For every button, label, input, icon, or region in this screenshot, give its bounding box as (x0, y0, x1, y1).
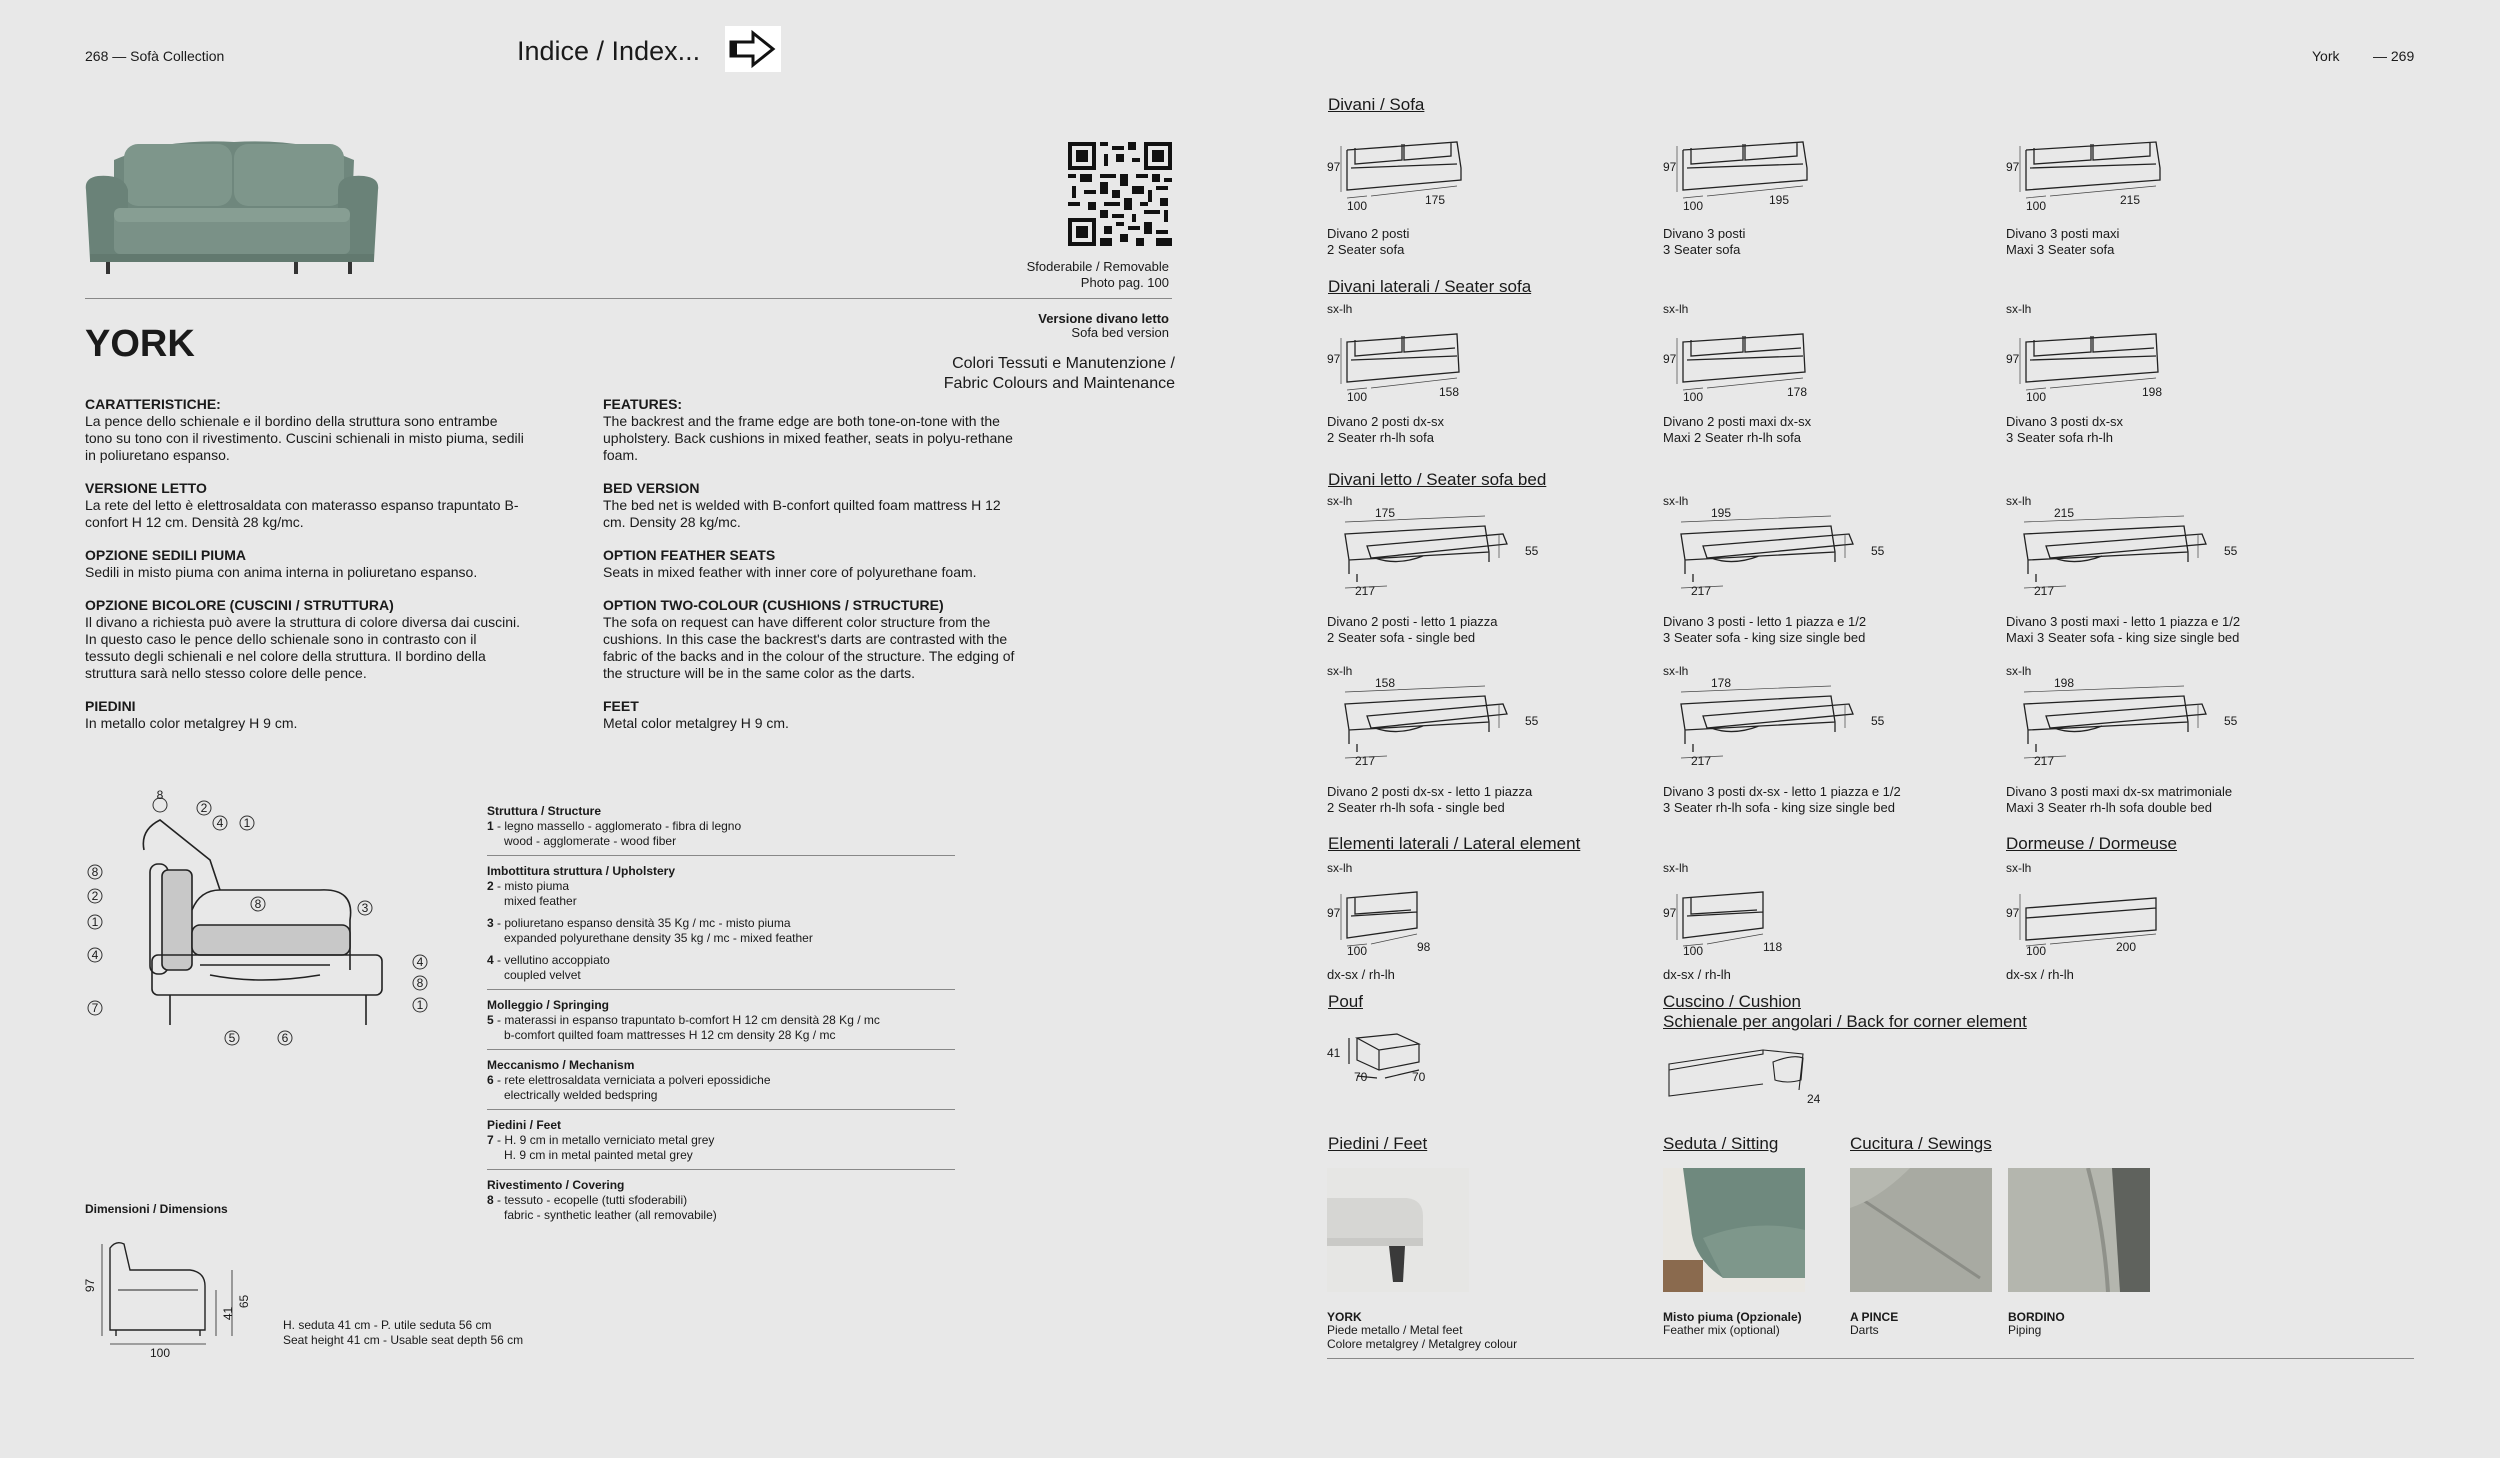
lateral-drawing (2006, 312, 2206, 402)
feature-text: La rete del letto è elettrosaldata con materasso espanso trapuntato B-confort H 12 cm. Densità 28 kg/mc. (85, 497, 519, 530)
item-text-en: coupled velvet (504, 968, 581, 982)
diagram-label: 5 (228, 1031, 236, 1045)
item-number: 6 (487, 1073, 494, 1087)
lateral-label-en: 3 Seater sofa rh-lh (2006, 430, 2113, 445)
diagram-label: 4 (216, 816, 224, 830)
element-label: dx-sx / rh-lh (1327, 967, 1395, 982)
bed-height: 55 (1525, 544, 1539, 558)
item-text-en: wood - agglomerate - wood fiber (504, 834, 677, 848)
dim-seat: 41 (221, 1306, 236, 1321)
lateral-tag: sx-lh (1327, 302, 1353, 316)
item-text: - H. 9 cm in metallo verniciato metal grey (493, 1133, 715, 1147)
element-tag: sx-lh (1663, 861, 1689, 875)
lateral-label-en: Maxi 2 Seater rh-lh sofa (1663, 430, 1802, 445)
item-number: 3 (487, 916, 494, 930)
swatch-line2: Colore metalgrey / Metalgrey colour (1327, 1337, 1518, 1351)
bed-height: 55 (2224, 714, 2238, 728)
feature-text: Sedili in misto piuma con anima interna in poliuretano espanso. (85, 564, 478, 580)
diagram-label: 8 (416, 976, 424, 990)
bed-width: 215 (2054, 506, 2075, 520)
item-text: - rete elettrosaldata verniciata a polveri epossidiche (493, 1073, 771, 1087)
item-text: - legno massello - agglomerato - fibra di legno (493, 819, 742, 833)
pouf-height: 41 (1327, 1046, 1341, 1060)
bed-length: 217 (2034, 584, 2055, 598)
swatch-line1: Piping (2008, 1323, 2042, 1337)
dimensions-drawing (80, 1230, 260, 1360)
bed-tag: sx-lh (1663, 494, 1689, 508)
feature-text: The bed net is welded with B-confort quilted foam mattress H 12 cm. Density 28 kg/mc. (603, 497, 1001, 530)
features-english (603, 396, 1015, 732)
feature-heading: OPTION FEATHER SEATS (603, 547, 776, 563)
lateral-depth: 100 (1683, 390, 1704, 404)
feature-heading: OPTION TWO-COLOUR (CUSHIONS / STRUCTURE) (603, 597, 944, 613)
element-depth: 100 (1683, 944, 1704, 958)
bed-version-en: Sofa bed version (1071, 325, 1169, 340)
element-height: 97 (1663, 906, 1677, 920)
bed-label-en: 3 Seater rh-lh sofa - king size single bed (1663, 800, 1895, 815)
feature-heading: FEATURES: (603, 396, 683, 412)
feature-text: The backrest and the frame edge are both tone-on-tone with the upholstery. Back cushions in mixed feather, seats in polyu-rethane foam. (603, 413, 1013, 463)
diagram-label: 8 (156, 788, 164, 802)
item-text-en: b-comfort quilted foam mattresses H 12 cm density 28 Kg / mc (504, 1028, 836, 1042)
removable-note: Sfoderabile / Removable (1026, 259, 1169, 274)
bed-height: 55 (1871, 714, 1885, 728)
sofa-width: 175 (1425, 193, 1446, 207)
item-number: 2 (487, 879, 494, 893)
lateral-height: 97 (1327, 352, 1341, 366)
structure-group (487, 998, 955, 1050)
lateral-height: 97 (2006, 352, 2020, 366)
diagram-label: 1 (416, 998, 424, 1012)
swatch-title: A PINCE (1850, 1310, 1899, 1324)
sofa-label-en: Maxi 3 Seater sofa (2006, 242, 2115, 257)
section-cushion: Cuscino / Cushion (1663, 992, 1801, 1011)
bed-label-it: Divano 2 posti - letto 1 piazza (1327, 614, 1498, 629)
qr-code[interactable] (1068, 142, 1172, 246)
lateral-drawing (1663, 312, 1863, 402)
feature-heading: BED VERSION (603, 480, 700, 496)
diagram-label: 6 (281, 1031, 289, 1045)
sofa-photo (84, 130, 380, 278)
element-label: dx-sx / rh-lh (1663, 967, 1731, 982)
section-sofa: Divani / Sofa (1328, 95, 1425, 114)
section-bed: Divani letto / Seater sofa bed (1328, 470, 1547, 489)
feature-heading: CARATTERISTICHE: (85, 396, 221, 412)
product-divider (85, 298, 1172, 299)
feature-text: The sofa on request can have different color structure from the cushions. In this case the backrest's darts are contrasted with the fabric of the backs and in the colour of the structure. The edging of the structure will be in the same color as the darts. (603, 614, 1015, 681)
pouf-depth: 70 (1354, 1070, 1368, 1084)
bed-length: 217 (1355, 754, 1376, 768)
feature-text: Seats in mixed feather with inner core of polyurethane foam. (603, 564, 977, 580)
swatch-line1: Piede metallo / Metal feet (1327, 1323, 1463, 1337)
feature-text: Metal color metalgrey H 9 cm. (603, 715, 789, 731)
page-number-right: — 269 (2373, 48, 2415, 64)
element-height: 97 (1327, 906, 1341, 920)
swatch-line1: Darts (1850, 1323, 1879, 1337)
bed-label-it: Divano 2 posti dx-sx - letto 1 piazza (1327, 784, 1533, 799)
diagram-label: 1 (91, 915, 99, 929)
lateral-drawing (1327, 312, 1527, 402)
dim-note-it: H. seduta 41 cm - P. utile seduta 56 cm (283, 1318, 492, 1332)
diagram-label: 8 (254, 897, 262, 911)
cushion-drawing (1663, 1040, 1823, 1110)
sofa-depth: 100 (2026, 199, 2047, 213)
diagram-label: 7 (91, 1001, 99, 1015)
sofa-label-en: 3 Seater sofa (1663, 242, 1741, 257)
bed-tag: sx-lh (2006, 664, 2032, 678)
item-text: - misto piuma (493, 879, 570, 893)
dim-depth: 100 (150, 1346, 171, 1360)
feature-heading: OPZIONE SEDILI PIUMA (85, 547, 247, 563)
photo-page-note: Photo pag. 100 (1080, 275, 1169, 290)
page-number-left: 268 — Sofà Collection (85, 48, 225, 64)
structure-title: Struttura / Structure (487, 804, 602, 818)
element-depth: 100 (2026, 944, 2047, 958)
lateral-tag: sx-lh (2006, 302, 2032, 316)
structure-group (487, 1178, 955, 1223)
bed-tag: sx-lh (1327, 664, 1353, 678)
swatch-title: Misto piuma (Opzionale) (1663, 1310, 1802, 1324)
section-lateral: Divani laterali / Seater sofa (1328, 277, 1532, 296)
cushion-width: 24 (1807, 1092, 1821, 1106)
bed-width: 175 (1375, 506, 1396, 520)
feature-text: In metallo color metalgrey H 9 cm. (85, 715, 298, 731)
sofa-label-it: Divano 2 posti (1327, 226, 1410, 241)
feature-text: La pence dello schienale e il bordino della struttura sono entrambe tono su tono con il rivestimento. Cuscini schienali in misto piuma, sedili in poliuretano espanso. (85, 413, 524, 463)
structure-title: Rivestimento / Covering (487, 1178, 625, 1192)
diagram-label: 8 (91, 865, 99, 879)
sofa-depth: 100 (1347, 199, 1368, 213)
bed-label-en: 3 Seater sofa - king size single bed (1663, 630, 1866, 645)
feature-heading: FEET (603, 698, 639, 714)
feature-text: Il divano a richiesta può avere la struttura di colore diversa dai cuscini. In questo caso le pence dello schienale sono in contrasto con il tessuto degli schienali e nel colore della struttura. Il bordino della struttura sarà nello stesso colore delle pence. (85, 614, 520, 681)
section-elements: Elementi laterali / Lateral element (1328, 834, 1581, 853)
sofa-height: 97 (2006, 160, 2020, 174)
element-width: 98 (1417, 940, 1431, 954)
structure-title: Molleggio / Springing (487, 998, 609, 1012)
product-name: YORK (85, 323, 195, 365)
diagram-label: 2 (200, 801, 208, 815)
item-number: 8 (487, 1193, 494, 1207)
structure-title: Piedini / Feet (487, 1118, 562, 1132)
bed-label-en: 2 Seater sofa - single bed (1327, 630, 1476, 645)
fabric-colours-line2: Fabric Colours and Maintenance (943, 375, 1175, 392)
seat-sample-drawing (1663, 1168, 1805, 1292)
section-dormeuse: Dormeuse / Dormeuse (2006, 834, 2178, 853)
dim-arm: 65 (237, 1294, 252, 1309)
element-tag: sx-lh (1327, 861, 1353, 875)
section-sitting: Seduta / Sitting (1663, 1134, 1779, 1153)
diagram-label: 3 (361, 901, 369, 915)
fabric-colours-line1: Colori Tessuti e Manutenzione / (952, 355, 1175, 372)
swatch-3[interactable] (1850, 1168, 1992, 1292)
bed-width: 158 (1375, 676, 1396, 690)
sofa-label-it: Divano 3 posti (1663, 226, 1746, 241)
bed-length: 217 (1355, 584, 1376, 598)
bed-tag: sx-lh (1663, 664, 1689, 678)
index-title[interactable]: Indice / Index... (517, 36, 701, 66)
bed-tag: sx-lh (2006, 494, 2032, 508)
element-width: 118 (1763, 940, 1783, 954)
lateral-depth: 100 (2026, 390, 2047, 404)
element-width: 200 (2116, 940, 2137, 954)
diagram-label: 1 (243, 816, 251, 830)
bed-width: 178 (1711, 676, 1732, 690)
fabric-colours-link[interactable] (944, 354, 1175, 394)
item-number: 4 (487, 953, 494, 967)
sofa-label-it: Divano 3 posti maxi (2006, 226, 2120, 241)
lateral-label-it: Divano 3 posti dx-sx (2006, 414, 2124, 429)
item-text: - materassi in espanso trapuntato b-comfort H 12 cm densità 28 Kg / mc (493, 1013, 880, 1027)
feature-heading: OPZIONE BICOLORE (CUSCINI / STRUTTURA) (85, 597, 394, 613)
structure-group (487, 1118, 955, 1170)
feet-sample-drawing (1327, 1168, 1469, 1292)
lateral-label-en: 2 Seater rh-lh sofa (1327, 430, 1434, 445)
dim-note-en: Seat height 41 cm - Usable seat depth 56 cm (283, 1333, 524, 1347)
item-text: - tessuto - ecopelle (tutti sfoderabili) (493, 1193, 688, 1207)
pouf-width: 70 (1412, 1070, 1426, 1084)
bed-height: 55 (1871, 544, 1885, 558)
lateral-width: 178 (1787, 385, 1808, 399)
item-number: 7 (487, 1133, 494, 1147)
bed-tag: sx-lh (1327, 494, 1353, 508)
piping-sample-drawing (2008, 1168, 2150, 1292)
bed-label-it: Divano 3 posti maxi dx-sx matrimoniale (2006, 784, 2233, 799)
section-feet: Piedini / Feet (1328, 1134, 1428, 1153)
sofa-label-en: 2 Seater sofa (1327, 242, 1405, 257)
element-tag: sx-lh (2006, 861, 2032, 875)
structure-title: Meccanismo / Mechanism (487, 1058, 635, 1072)
item-text: - poliuretano espanso densità 35 Kg / mc - misto piuma (493, 916, 791, 930)
sofa-width: 195 (1769, 193, 1790, 207)
bed-length: 217 (1691, 584, 1712, 598)
bed-height: 55 (1525, 714, 1539, 728)
bed-length: 217 (1691, 754, 1712, 768)
item-number: 1 (487, 819, 494, 833)
section-pouf: Pouf (1328, 992, 1363, 1011)
bed-width: 198 (2054, 676, 2075, 690)
dimensions-title: Dimensioni / Dimensions (85, 1202, 228, 1216)
bed-label-en: Maxi 3 Seater sofa - king size single bed (2006, 630, 2240, 645)
swatch-1[interactable] (1327, 1168, 1469, 1292)
structure-title: Imbottitura struttura / Upholstery (487, 864, 676, 878)
item-text-en: expanded polyurethane density 35 kg / mc - mixed feather (504, 931, 813, 945)
item-text-en: electrically welded bedspring (504, 1088, 658, 1102)
darts-sample-drawing (1850, 1168, 1992, 1292)
sofa-height: 97 (1327, 160, 1341, 174)
bed-length: 217 (2034, 754, 2055, 768)
element-height: 97 (2006, 906, 2020, 920)
structure-list (487, 804, 955, 1223)
features-italian (85, 396, 525, 732)
structure-diagram (80, 790, 440, 1050)
swatch-4[interactable] (2008, 1168, 2150, 1292)
structure-group (487, 804, 955, 856)
item-text: - vellutino accoppiato (493, 953, 610, 967)
feature-heading: VERSIONE LETTO (85, 480, 207, 496)
lateral-height: 97 (1663, 352, 1677, 366)
bed-height: 55 (2224, 544, 2238, 558)
item-text-en: fabric - synthetic leather (all removabile) (504, 1208, 717, 1222)
page-name-right: York (2312, 48, 2340, 64)
item-text-en: H. 9 cm in metal painted metal grey (504, 1148, 693, 1162)
bed-label-en: Maxi 3 Seater rh-lh sofa double bed (2006, 800, 2212, 815)
sofa-depth: 100 (1683, 199, 1704, 213)
bed-label-it: Divano 3 posti dx-sx - letto 1 piazza e 1/2 (1663, 784, 1901, 799)
section-back-corner: Schienale per angolari / Back for corner element (1663, 1012, 2027, 1031)
bed-width: 195 (1711, 506, 1732, 520)
swatch-line1: Feather mix (optional) (1663, 1323, 1780, 1337)
bed-label-it: Divano 3 posti maxi - letto 1 piazza e 1/2 (2006, 614, 2241, 629)
arrow-right-icon[interactable] (725, 26, 781, 72)
item-text-en: mixed feather (504, 894, 577, 908)
swatch-2[interactable] (1663, 1168, 1805, 1292)
element-depth: 100 (1347, 944, 1368, 958)
pouf-drawing (1327, 1024, 1447, 1094)
sofa-width: 215 (2120, 193, 2141, 207)
diagram-label: 4 (91, 948, 99, 962)
bed-label-en: 2 Seater rh-lh sofa - single bed (1327, 800, 1505, 815)
bed-version-it: Versione divano letto (1038, 311, 1169, 326)
bed-label-it: Divano 3 posti - letto 1 piazza e 1/2 (1663, 614, 1867, 629)
lateral-label-it: Divano 2 posti maxi dx-sx (1663, 414, 1812, 429)
sofa-drawing (2006, 120, 2206, 210)
dim-height: 97 (83, 1278, 98, 1293)
sofa-drawing (1663, 120, 1863, 210)
lateral-label-it: Divano 2 posti dx-sx (1327, 414, 1445, 429)
structure-group (487, 1058, 955, 1110)
lateral-width: 198 (2142, 385, 2163, 399)
lateral-depth: 100 (1347, 390, 1368, 404)
section-sewings: Cucitura / Sewings (1850, 1134, 1992, 1153)
footer-divider (1327, 1358, 2414, 1359)
structure-group (487, 864, 955, 990)
element-label: dx-sx / rh-lh (2006, 967, 2074, 982)
swatch-title: BORDINO (2008, 1310, 2065, 1324)
sofa-height: 97 (1663, 160, 1677, 174)
feature-heading: PIEDINI (85, 698, 136, 714)
lateral-width: 158 (1439, 385, 1460, 399)
swatch-title: YORK (1327, 1310, 1362, 1324)
item-number: 5 (487, 1013, 494, 1027)
diagram-label: 2 (91, 889, 99, 903)
lateral-tag: sx-lh (1663, 302, 1689, 316)
diagram-label: 4 (416, 955, 424, 969)
